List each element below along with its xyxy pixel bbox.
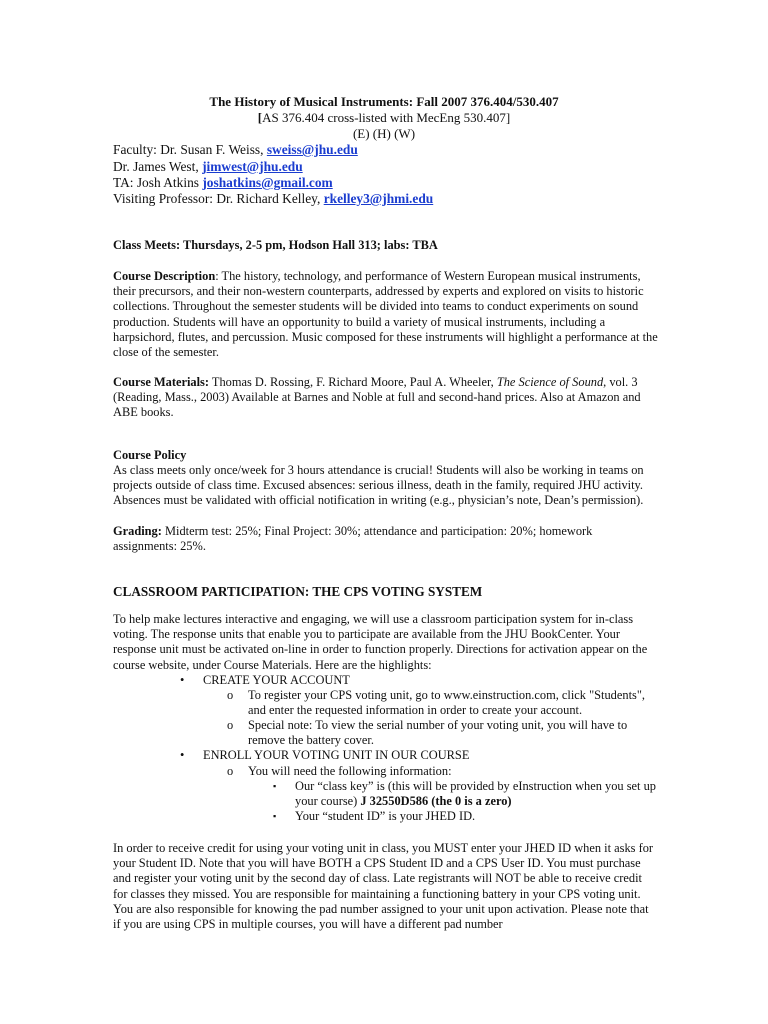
ta-label: TA: Josh Atkins [113, 175, 203, 190]
sub-item-info: You will need the following information: [248, 764, 452, 778]
faculty-email-link[interactable]: jimwest@jhu.edu [202, 159, 303, 174]
bullet-marker: • [180, 673, 185, 687]
cps-intro: To help make lectures interactive and engaging, we will use a classroom participation system for in-class voting. The response units that enable you to participate are available from the JHU BookCenter. Your response unit must be activated on-line in order to function properly. Directions for activation appear on the course website, under Course Materials. Here are the highlights: [113, 612, 648, 672]
detail-marker: ▪ [273, 811, 277, 821]
bullet-marker: • [180, 748, 185, 762]
visiting-professor-email-link[interactable]: rkelley3@jhmi.edu [323, 191, 434, 206]
course-materials-book: The Science of Sound [496, 375, 604, 389]
detail-class-key-value: J 32550D586 (the 0 is a zero) [360, 794, 512, 809]
course-materials-label: Course Materials: [113, 375, 209, 389]
faculty-email-link[interactable]: sweiss@jhu.edu [266, 142, 358, 157]
sub-item-special-note: Special note: To view the serial number of your voting unit, you will have to remove the battery cover. [248, 718, 628, 748]
sub-item-register: To register your CPS voting unit, go to www.einstruction.com, click "Students", and enter the requested information in order to create your account. [248, 688, 645, 718]
ta-email-link[interactable]: joshatkins@gmail.com [202, 175, 333, 190]
faculty-label: Faculty: Dr. Susan F. Weiss, [113, 142, 267, 157]
course-materials [113, 375, 658, 421]
course-materials-rest: , vol. 3 (Reading, Mass., 2003) Available at Barnes and Noble at full and second-hand prices. Also at Amazon and ABE books. [113, 375, 641, 420]
course-description-label: Course Description [113, 269, 216, 283]
course-designations: (E) (H) (W) [352, 126, 416, 141]
cps-closing: In order to receive credit for using your voting unit in class, you MUST enter your JHED ID when it asks for your Student ID. Note that you will have BOTH a CPS Student ID and a CPS User ID. You must purchase and register your voting unit by the second day of class. Late registrants will NOT be able to receive credit for classes they missed. You are responsible for maintaining a functioning battery in your CPS voting unit. You are also responsible for knowing the pad number assigned to your unit upon activation. Please note that if you are using CPS in multiple courses, you will have a different pad number [113, 841, 654, 932]
class-meets: Class Meets: Thursdays, 2-5 pm, Hodson Hall 313; labs: TBA [113, 238, 438, 252]
grading-text: Midterm test: 25%; Final Project: 30%; attendance and participation: 20%; homework assignments: 25%. [113, 524, 593, 554]
sub-marker: o [227, 688, 234, 702]
cps-heading: CLASSROOM PARTICIPATION: THE CPS VOTING SYSTEM [113, 584, 483, 599]
list-item-enroll: ENROLL YOUR VOTING UNIT IN OUR COURSE [203, 748, 470, 762]
cross-list-bracket: [ [257, 110, 263, 125]
detail-marker: ▪ [273, 781, 277, 791]
detail-student-id: Your “student ID” is your JHED ID. [295, 809, 476, 823]
grading-label: Grading: [113, 524, 162, 538]
course-policy-text: As class meets only once/week for 3 hours attendance is crucial! Students will also be working in teams on projects outside of class time. Excused absences: serious illness, death in the family, required JHU activity. Absences must be validated with official notification in writing (e.g., physician’s note, Dean’s permission). [113, 463, 644, 508]
sub-marker: o [227, 764, 234, 778]
grading [113, 524, 658, 554]
visiting-professor-line [113, 191, 433, 207]
cross-list-text: AS 376.404 cross-listed with MecEng 530.407] [262, 110, 511, 125]
course-description-text: : The history, technology, and performance of Western European musical instruments, their precursors, and their non-western counterparts, addressed by experts and explored on visits to historic collections. Throughout the semester students will be divided into teams to conduct experiments on sound production. Students will have an opportunity to build a variety of musical instruments, including a harpsichord, flutes, and percussion. Music composed for these instruments will highlight a performance at the close of the semester. [113, 269, 658, 360]
ta-line [113, 175, 333, 191]
faculty-label: Dr. James West, [113, 159, 203, 174]
course-title: The History of Musical Instruments: Fall 2007 376.404/530.407 [209, 94, 559, 109]
course-description [113, 269, 658, 360]
sub-marker: o [227, 718, 234, 732]
visiting-professor-label: Visiting Professor: Dr. Richard Kelley, [113, 191, 324, 206]
faculty-line [113, 159, 303, 175]
detail-class-key-text: Our “class key” is (this will be provided by eInstruction when you set up your course) [295, 779, 656, 809]
list-item-create-account: CREATE YOUR ACCOUNT [203, 673, 350, 687]
detail-class-key [295, 779, 660, 809]
course-policy-heading: Course Policy [113, 448, 187, 462]
cross-list-note [0, 110, 768, 125]
faculty-line [113, 142, 358, 158]
course-materials-authors: Thomas D. Rossing, F. Richard Moore, Paul A. Wheeler, [209, 375, 497, 389]
